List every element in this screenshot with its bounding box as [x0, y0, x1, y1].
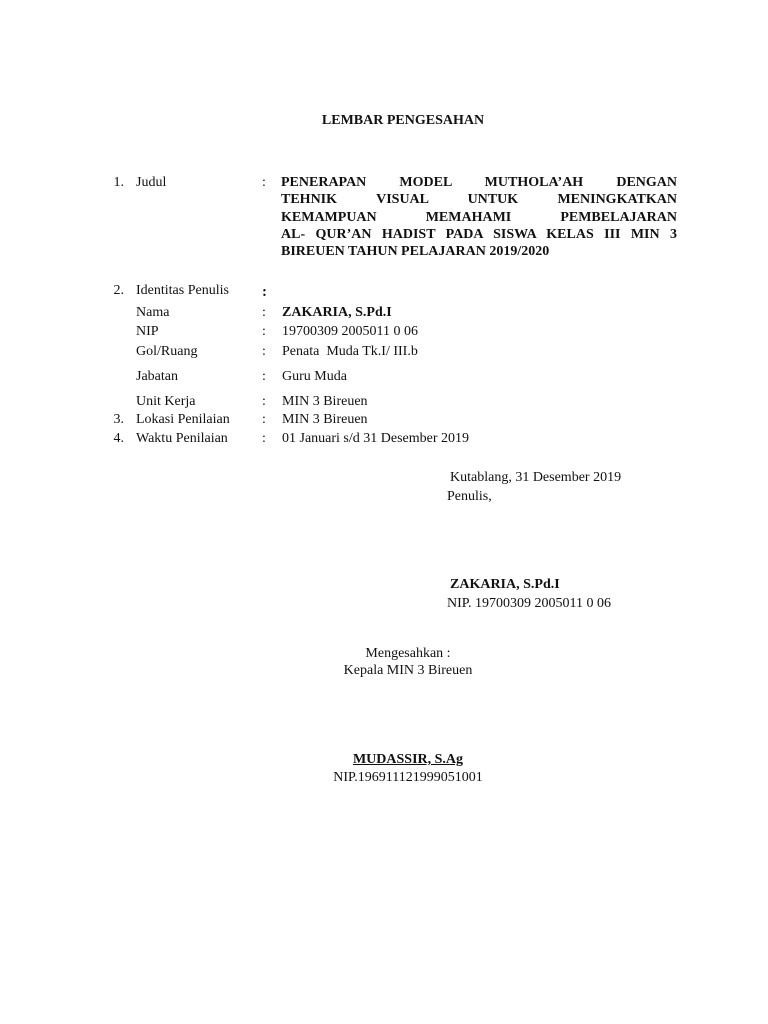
label-judul: Judul — [136, 175, 167, 190]
value-nama: ZAKARIA, S.Pd.I — [282, 305, 392, 320]
approver-name: MUDASSIR, S.Ag — [352, 752, 464, 767]
value-jabatan: Guru Muda — [282, 369, 347, 384]
judul-line: PENERAPAN MODEL MUTHOLA’AH DENGAN — [281, 175, 677, 190]
document-title: LEMBAR PENGESAHAN — [321, 113, 485, 128]
label-identitas: Identitas Penulis — [136, 283, 229, 298]
item-number-judul: 1. — [113, 175, 124, 190]
approval-role: Kepala MIN 3 Bireuen — [343, 663, 473, 678]
colon-nip: : — [262, 324, 266, 339]
judul-line: BIREUEN TAHUN PELAJARAN 2019/2020 — [281, 244, 550, 260]
value-gol-ruang: Penata Muda Tk.I/ III.b — [282, 344, 418, 359]
signature-name-penulis: ZAKARIA, S.Pd.I — [450, 577, 560, 592]
item-number-lokasi: 3. — [113, 412, 124, 427]
colon-judul: : — [262, 175, 266, 190]
approval-text: Mengesahkan : — [365, 646, 451, 661]
judul-line: TEHNIK VISUAL UNTUK MENINGKATKAN — [281, 192, 677, 208]
colon-identitas: : — [262, 284, 267, 300]
signature-place-date: Kutablang, 31 Desember 2019 — [450, 470, 622, 485]
label-waktu: Waktu Penilaian — [136, 431, 228, 446]
label-gol-ruang: Gol/Ruang — [136, 344, 198, 359]
colon-unit-kerja: : — [262, 394, 266, 409]
value-lokasi: MIN 3 Bireuen — [282, 412, 368, 427]
colon-waktu: : — [262, 431, 266, 446]
colon-lokasi: : — [262, 412, 266, 427]
label-jabatan: Jabatan — [136, 369, 178, 384]
value-waktu: 01 Januari s/d 31 Desember 2019 — [282, 431, 470, 446]
approver-nip: NIP.196911121999051001 — [333, 770, 483, 785]
colon-nama: : — [262, 305, 266, 320]
colon-jabatan: : — [262, 369, 266, 384]
value-nip: 19700309 2005011 0 06 — [282, 324, 418, 339]
judul-text — [281, 174, 677, 260]
label-lokasi: Lokasi Penilaian — [136, 412, 230, 427]
value-unit-kerja: MIN 3 Bireuen — [282, 394, 368, 409]
colon-gol-ruang: : — [262, 344, 266, 359]
judul-line: AL- QUR’AN HADIST PADA SISWA KELAS III MIN 3 — [281, 226, 677, 242]
signature-role-penulis: Penulis, — [447, 489, 492, 504]
signature-nip-penulis: NIP. 19700309 2005011 0 06 — [447, 596, 611, 611]
judul-line: KEMAMPUAN MEMAHAMI PEMBELAJARAN — [281, 209, 677, 225]
label-unit-kerja: Unit Kerja — [136, 394, 196, 409]
label-nip: NIP — [136, 324, 159, 339]
label-nama: Nama — [136, 305, 170, 320]
item-number-waktu: 4. — [113, 431, 124, 446]
item-number-identitas: 2. — [113, 283, 124, 298]
